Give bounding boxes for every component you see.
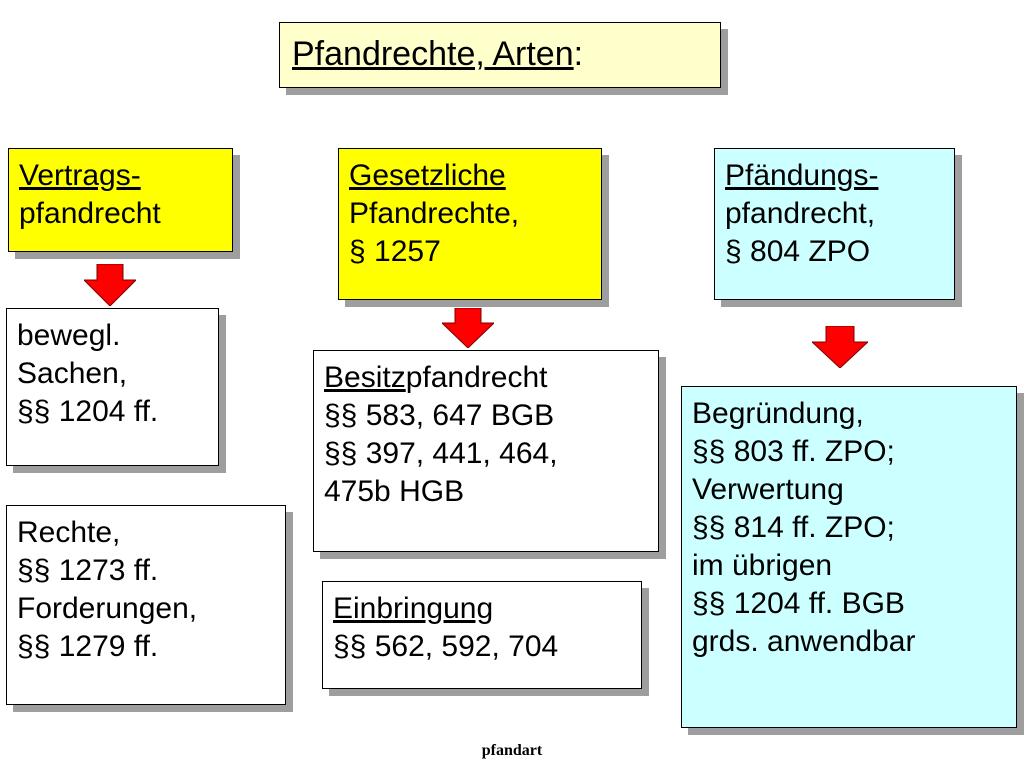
vertragspfandrecht-box [8,148,233,252]
besitz-line2: §§ 583, 647 BGB [324,399,555,432]
pfaendung-line2: pfandrecht, [725,197,876,230]
besitz-line4: 475b HGB [324,475,465,508]
title-text: Pfandrechte, Arten [292,35,574,73]
title-colon: : [573,35,584,73]
begruendung-line3: Verwertung [692,473,844,506]
arrow-down-icon [812,326,868,368]
arrow-down-icon [84,264,136,306]
besitz-line3: §§ 397, 441, 464, [324,437,558,470]
einbringung-line2: §§ 562, 592, 704 [333,630,559,663]
besitzpfandrecht-box [313,350,659,552]
pfaendung-line3: § 804 ZPO [725,235,871,268]
page-title [279,22,721,88]
rechte-box [6,505,286,705]
begruendung-box [681,386,1017,728]
bewegl-line3: §§ 1204 ff. [17,395,159,428]
besitz-underlined: Besitz [324,361,406,394]
footer-label: pfandart [481,742,543,759]
bewegliche-sachen-box [6,308,219,466]
gesetzliche-pfandrechte-box [338,148,602,300]
rechte-line3: Forderungen, [17,592,198,625]
arrow-down-icon [442,308,494,348]
rechte-line4: §§ 1279 ff. [17,630,159,663]
rechte-line2: §§ 1273 ff. [17,554,159,587]
begruendung-line4: §§ 814 ff. ZPO; [692,511,895,544]
vertrag-line1: Vertrags- [19,159,141,192]
einbringung-line1: Einbringung [333,592,494,625]
begruendung-line5: im übrigen [692,549,833,582]
gesetz-line1: Gesetzliche [349,159,506,192]
bewegl-line2: Sachen, [17,357,128,390]
begruendung-line6: §§ 1204 ff. BGB [692,587,905,620]
gesetz-line3: § 1257 [349,235,441,268]
besitz-rest: pfandrecht [405,361,548,394]
gesetz-line2: Pfandrechte, [349,197,520,230]
pfaendungspfandrecht-box [714,148,955,300]
einbringung-box [322,581,642,689]
vertrag-line2: pfandrecht [19,197,161,230]
rechte-line1: Rechte, [17,516,121,549]
begruendung-line7: grds. anwendbar [692,625,916,658]
pfaendung-line1: Pfändungs- [725,159,879,192]
bewegl-line1: bewegl. [17,319,121,352]
besitz-line1 [324,359,648,397]
begruendung-line2: §§ 803 ff. ZPO; [692,435,895,468]
begruendung-line1: Begründung, [692,397,864,430]
